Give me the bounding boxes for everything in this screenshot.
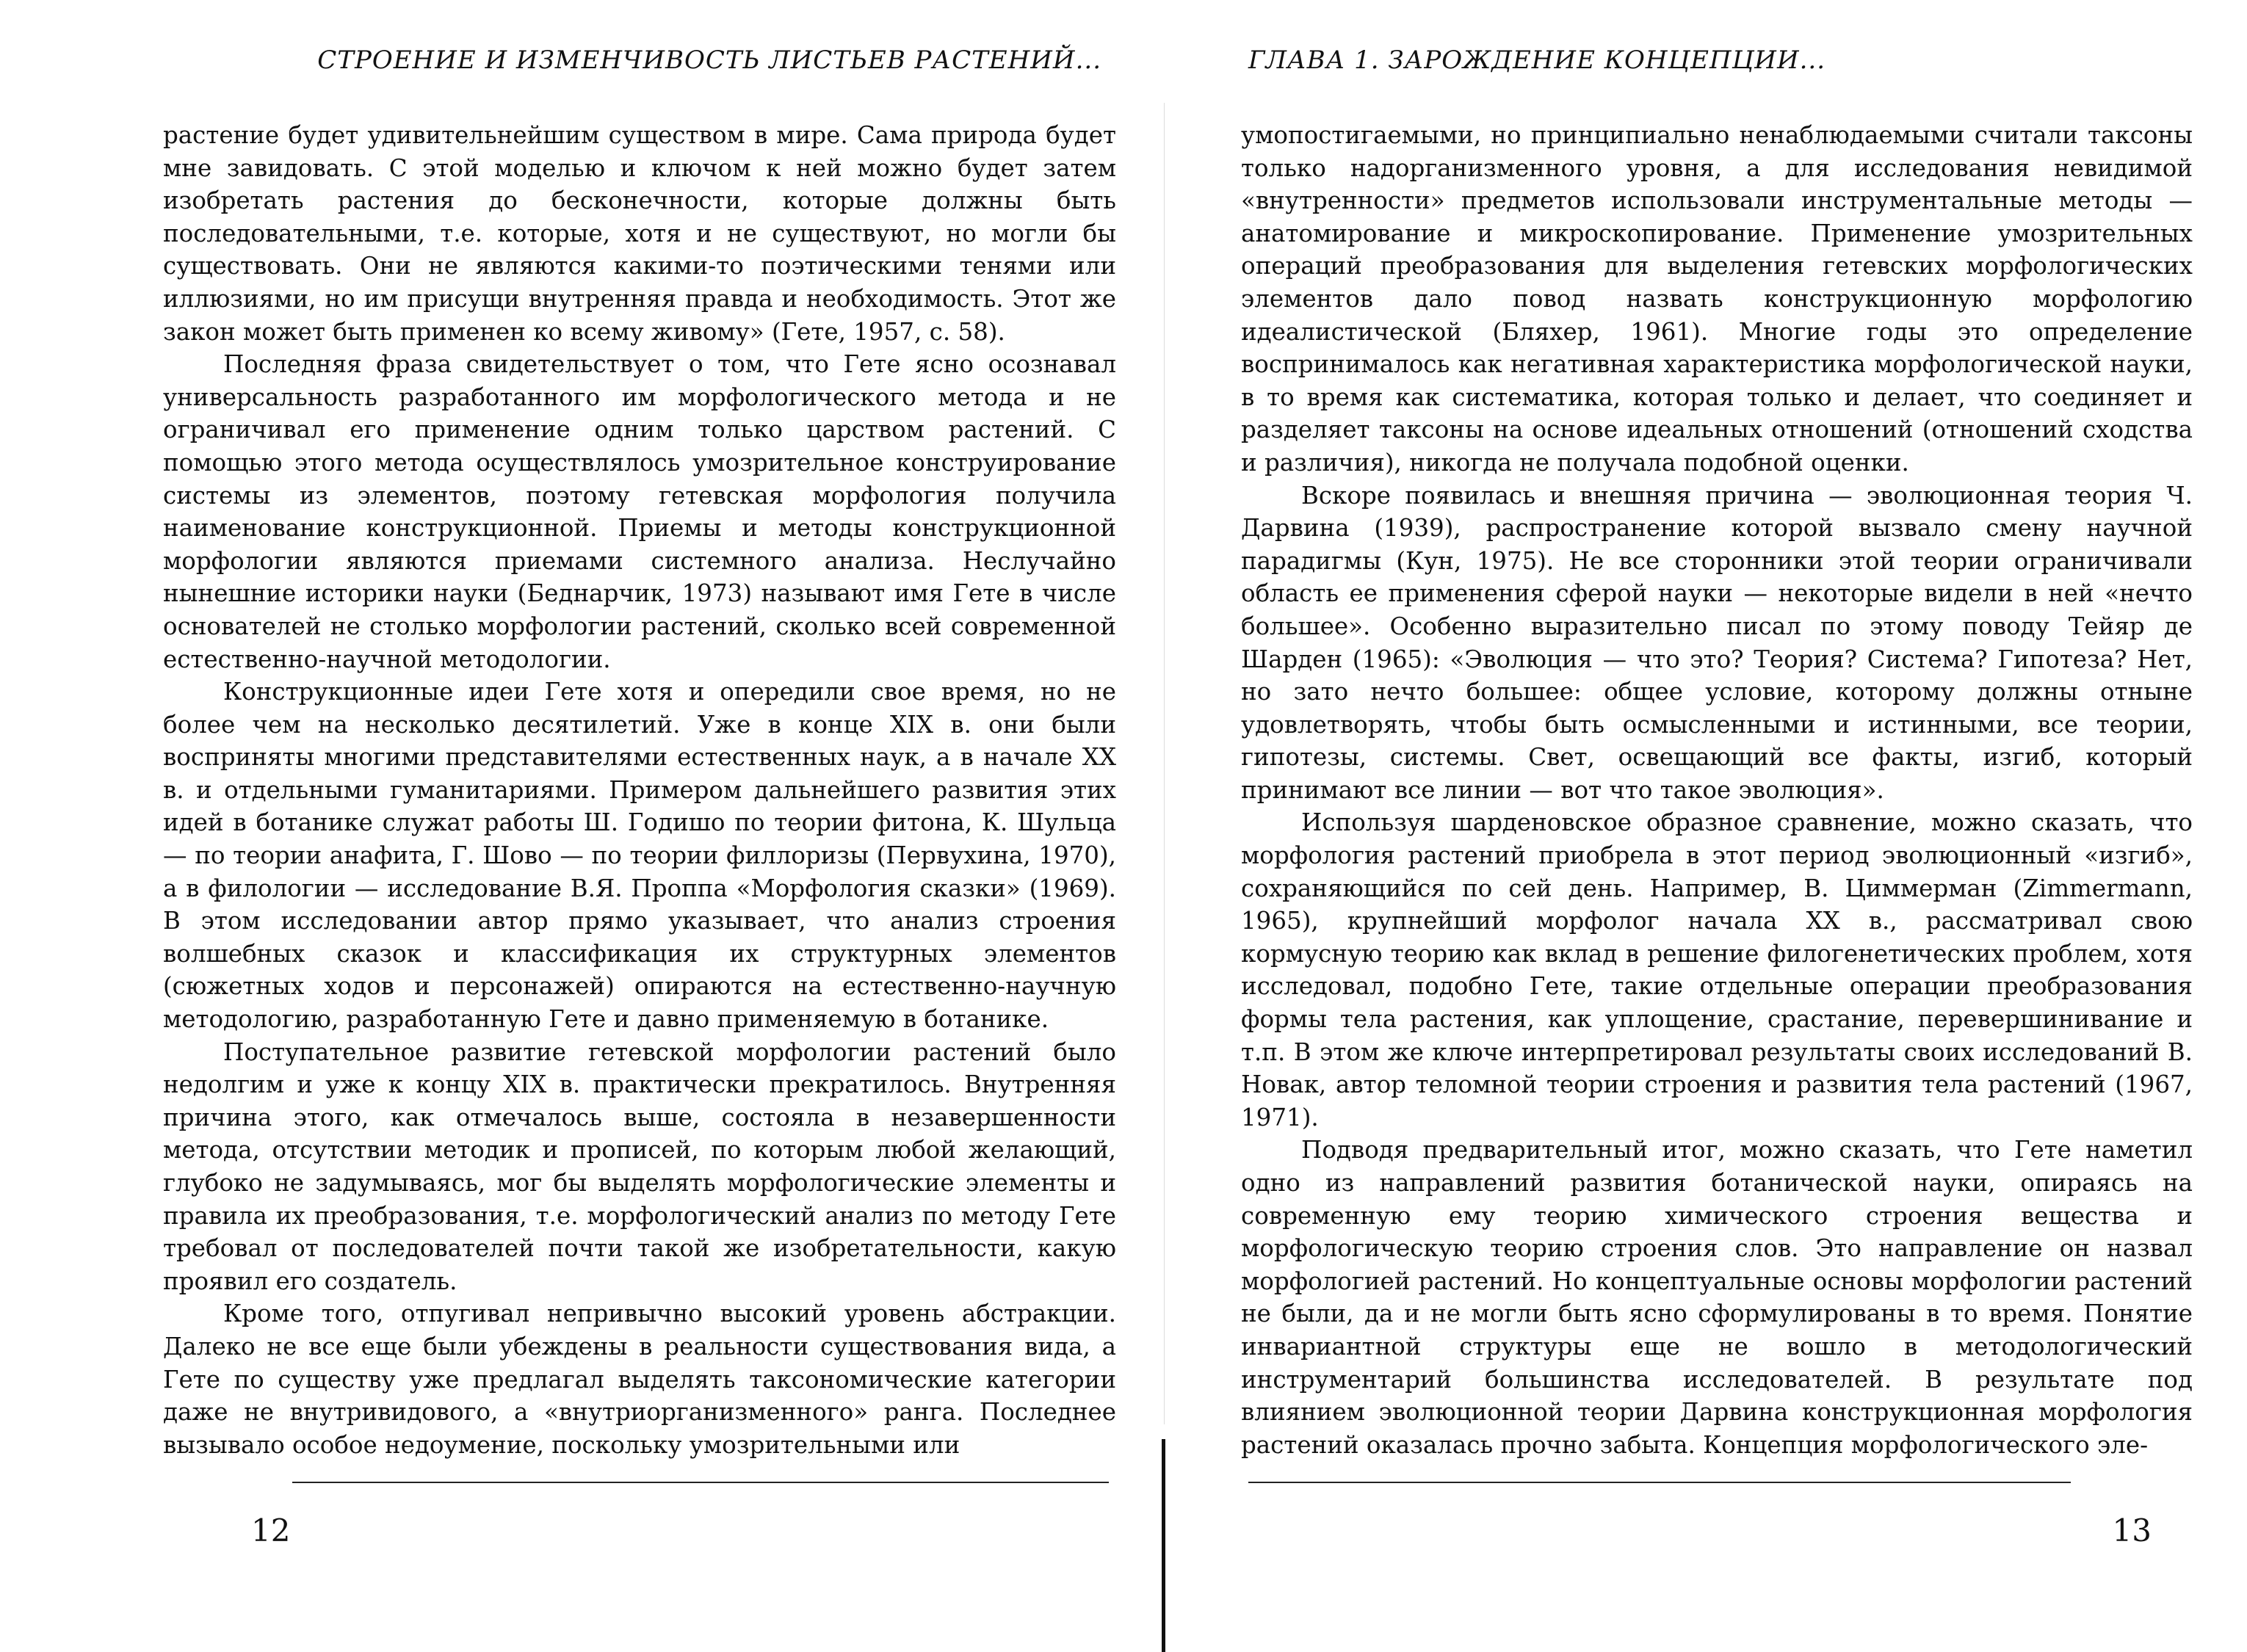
right-paragraph-2: Вскоре появилась и внешняя причина — эволюционная теория Ч. Дарвина (1939), распространение которой вызвало смену научной парадигмы (Кун, 1975). Не все сторонники этой теории ограничивали область ее применения сферой науки — некоторые видели в ней «нечто большее». Особенно выразительно писал по этому поводу Тейяр де Шарден (1965): «Эволюция — что это? Теория? Система? Гипотеза? Нет, но зато нечто большее: общее условие, которому должны отныне удовлетворять, чтобы быть осмысленными и истинными, все теории, гипотезы, системы. Свет, освещающий все факты, изгиб, который принимают все линии — вот что такое эволюция».	[1241, 481, 2193, 804]
left-running-head: СТРОЕНИЕ И ИЗМЕНЧИВОСТЬ ЛИСТЬЕВ РАСТЕНИЙ...	[317, 46, 1101, 75]
left-body-text	[163, 119, 1116, 1461]
left-footer-rule	[292, 1482, 1109, 1483]
left-paragraph-4: Поступательное развитие гетевской морфологии растений было недолгим и уже к концу XIX в. практически прекратилось. Внутренняя причина этого, как отмечалось выше, состояла в незавершенности метода, отсутствии методик и прописей, по которым любой желающий, глубоко не задумываясь, мог бы выделять морфологические элементы и правила их преобразования, т.е. морфологический анализ по методу Гете требовал от последователей почти такой же изобретательности, какую проявил его создатель.	[163, 1037, 1116, 1295]
left-paragraph-3: Конструкционные идеи Гете хотя и опередили свое время, но не более чем на несколько десятилетий. Уже в конце XIX в. они были восприняты многими представителями естественных наук, а в начале XX в. и отдельными гуманитариями. Примером дальнейшего развития этих идей в ботанике служат работы Ш. Годишо по теории фитона, К. Шульца — по теории анафита, Г. Шово — по теории филлоризы (Первухина, 1970), а в филологии — исследование В.Я. Проппа «Морфология сказки» (1969). В этом исследовании автор прямо указывает, что анализ строения волшебных сказок и классификация их структурных элементов (сюжетных ходов и персонажей) опираются на естественно-научную методологию, разработанную Гете и давно применяемую в ботанике.	[163, 678, 1116, 1034]
right-page-number: 13	[2112, 1512, 2152, 1548]
left-paragraph-1: растение будет удивительнейшим существом в мире. Сама природа будет мне завидовать. С этой моделью и ключом к ней можно будет затем изобретать растения до бесконечности, которые должны быть последовательными, т.е. которые, хотя и не существуют, но могли бы существовать. Они не являются какими-то поэтическими тенями или иллюзиями, но им присущи внутренняя правда и необходимость. Этот же закон может быть применен ко всему живому» (Гете, 1957, с. 58).	[163, 121, 1116, 346]
right-paragraph-3: Используя шарденовское образное сравнение, можно сказать, что морфология растений приобрела в этот период эволюционный «изгиб», сохраняющийся по сей день. Например, В. Циммерман (Zimmermann, 1965), крупнейший морфолог начала XX в., рассматривал свою кормусную теорию как вклад в решение филогенетических проблем, хотя исследовал, подобно Гете, такие отдельные операции преобразования формы тела растения, как уплощение, срастание, перевершинивание и т.п. В этом же ключе интерпретировал результаты своих исследований В. Новак, автор теломной теории строения и развития тела растений (1967, 1971).	[1241, 808, 2193, 1131]
left-paragraph-2: Последняя фраза свидетельствует о том, что Гете ясно осознавал универсальность разработанного им морфологического метода и не ограничивал его применение одним только царством растений. С помощью этого метода осуществлялось умозрительное конструирование системы из элементов, поэтому гетевская морфология получила наименование конструкционной. Приемы и методы конструкционной морфологии являются приемами системного анализа. Неслучайно нынешние историки науки (Беднарчик, 1973) называют имя Гете в числе основателей не столько морфологии растений, сколько всей современной естественно-научной методологии.	[163, 350, 1116, 673]
left-page-number: 12	[251, 1512, 291, 1548]
right-body-text	[1241, 119, 2193, 1461]
right-paragraph-1: умопостигаемыми, но принципиально ненаблюдаемыми считали таксоны только надорганизменного уровня, а для исследования невидимой «внутренности» предметов использовали инструментальные методы — анатомирование и микроскопирование. Применение умозрительных операций преобразования для выделения гетевских морфологических элементов дало повод назвать конструкционную морфологию идеалистической (Бляхер, 1961). Многие годы это определение воспринималось как негативная характеристика морфологической науки, в то время как систематика, которая только и делает, что соединяет и разделяет таксоны на основе идеальных отношений (отношений сходства и различия), никогда не получала подобной оценки.	[1241, 121, 2193, 477]
left-paragraph-5: Кроме того, отпугивал непривычно высокий уровень абстракции. Далеко не все еще были убеждены в реальности существования вида, а Гете по существу уже предлагал выделять таксономические категории даже не внутривидового, а «внутриорганизменного» ранга. Последнее вызывало особое недоумение, поскольку умозрительными или	[163, 1300, 1116, 1459]
right-running-head: ГЛАВА 1. ЗАРОЖДЕНИЕ КОНЦЕПЦИИ...	[1248, 46, 1826, 75]
right-page	[1146, 0, 2247, 1652]
right-paragraph-4: Подводя предварительный итог, можно сказать, что Гете наметил одно из направлений развития ботанической науки, опираясь на современную ему теорию химического строения вещества и морфологическую теорию строения слов. Это направление он назвал морфологией растений. Но концептуальные основы морфологии растений не были, да и не могли быть ясно сформулированы в то время. Понятие инвариантной структуры еще не вошло в методологический инструментарий большинства исследователей. В результате под влиянием эволюционной теории Дарвина конструкционная морфология растений оказалась прочно забыта. Концепция морфологического эле-	[1241, 1136, 2193, 1459]
right-footer-rule	[1248, 1482, 2071, 1483]
